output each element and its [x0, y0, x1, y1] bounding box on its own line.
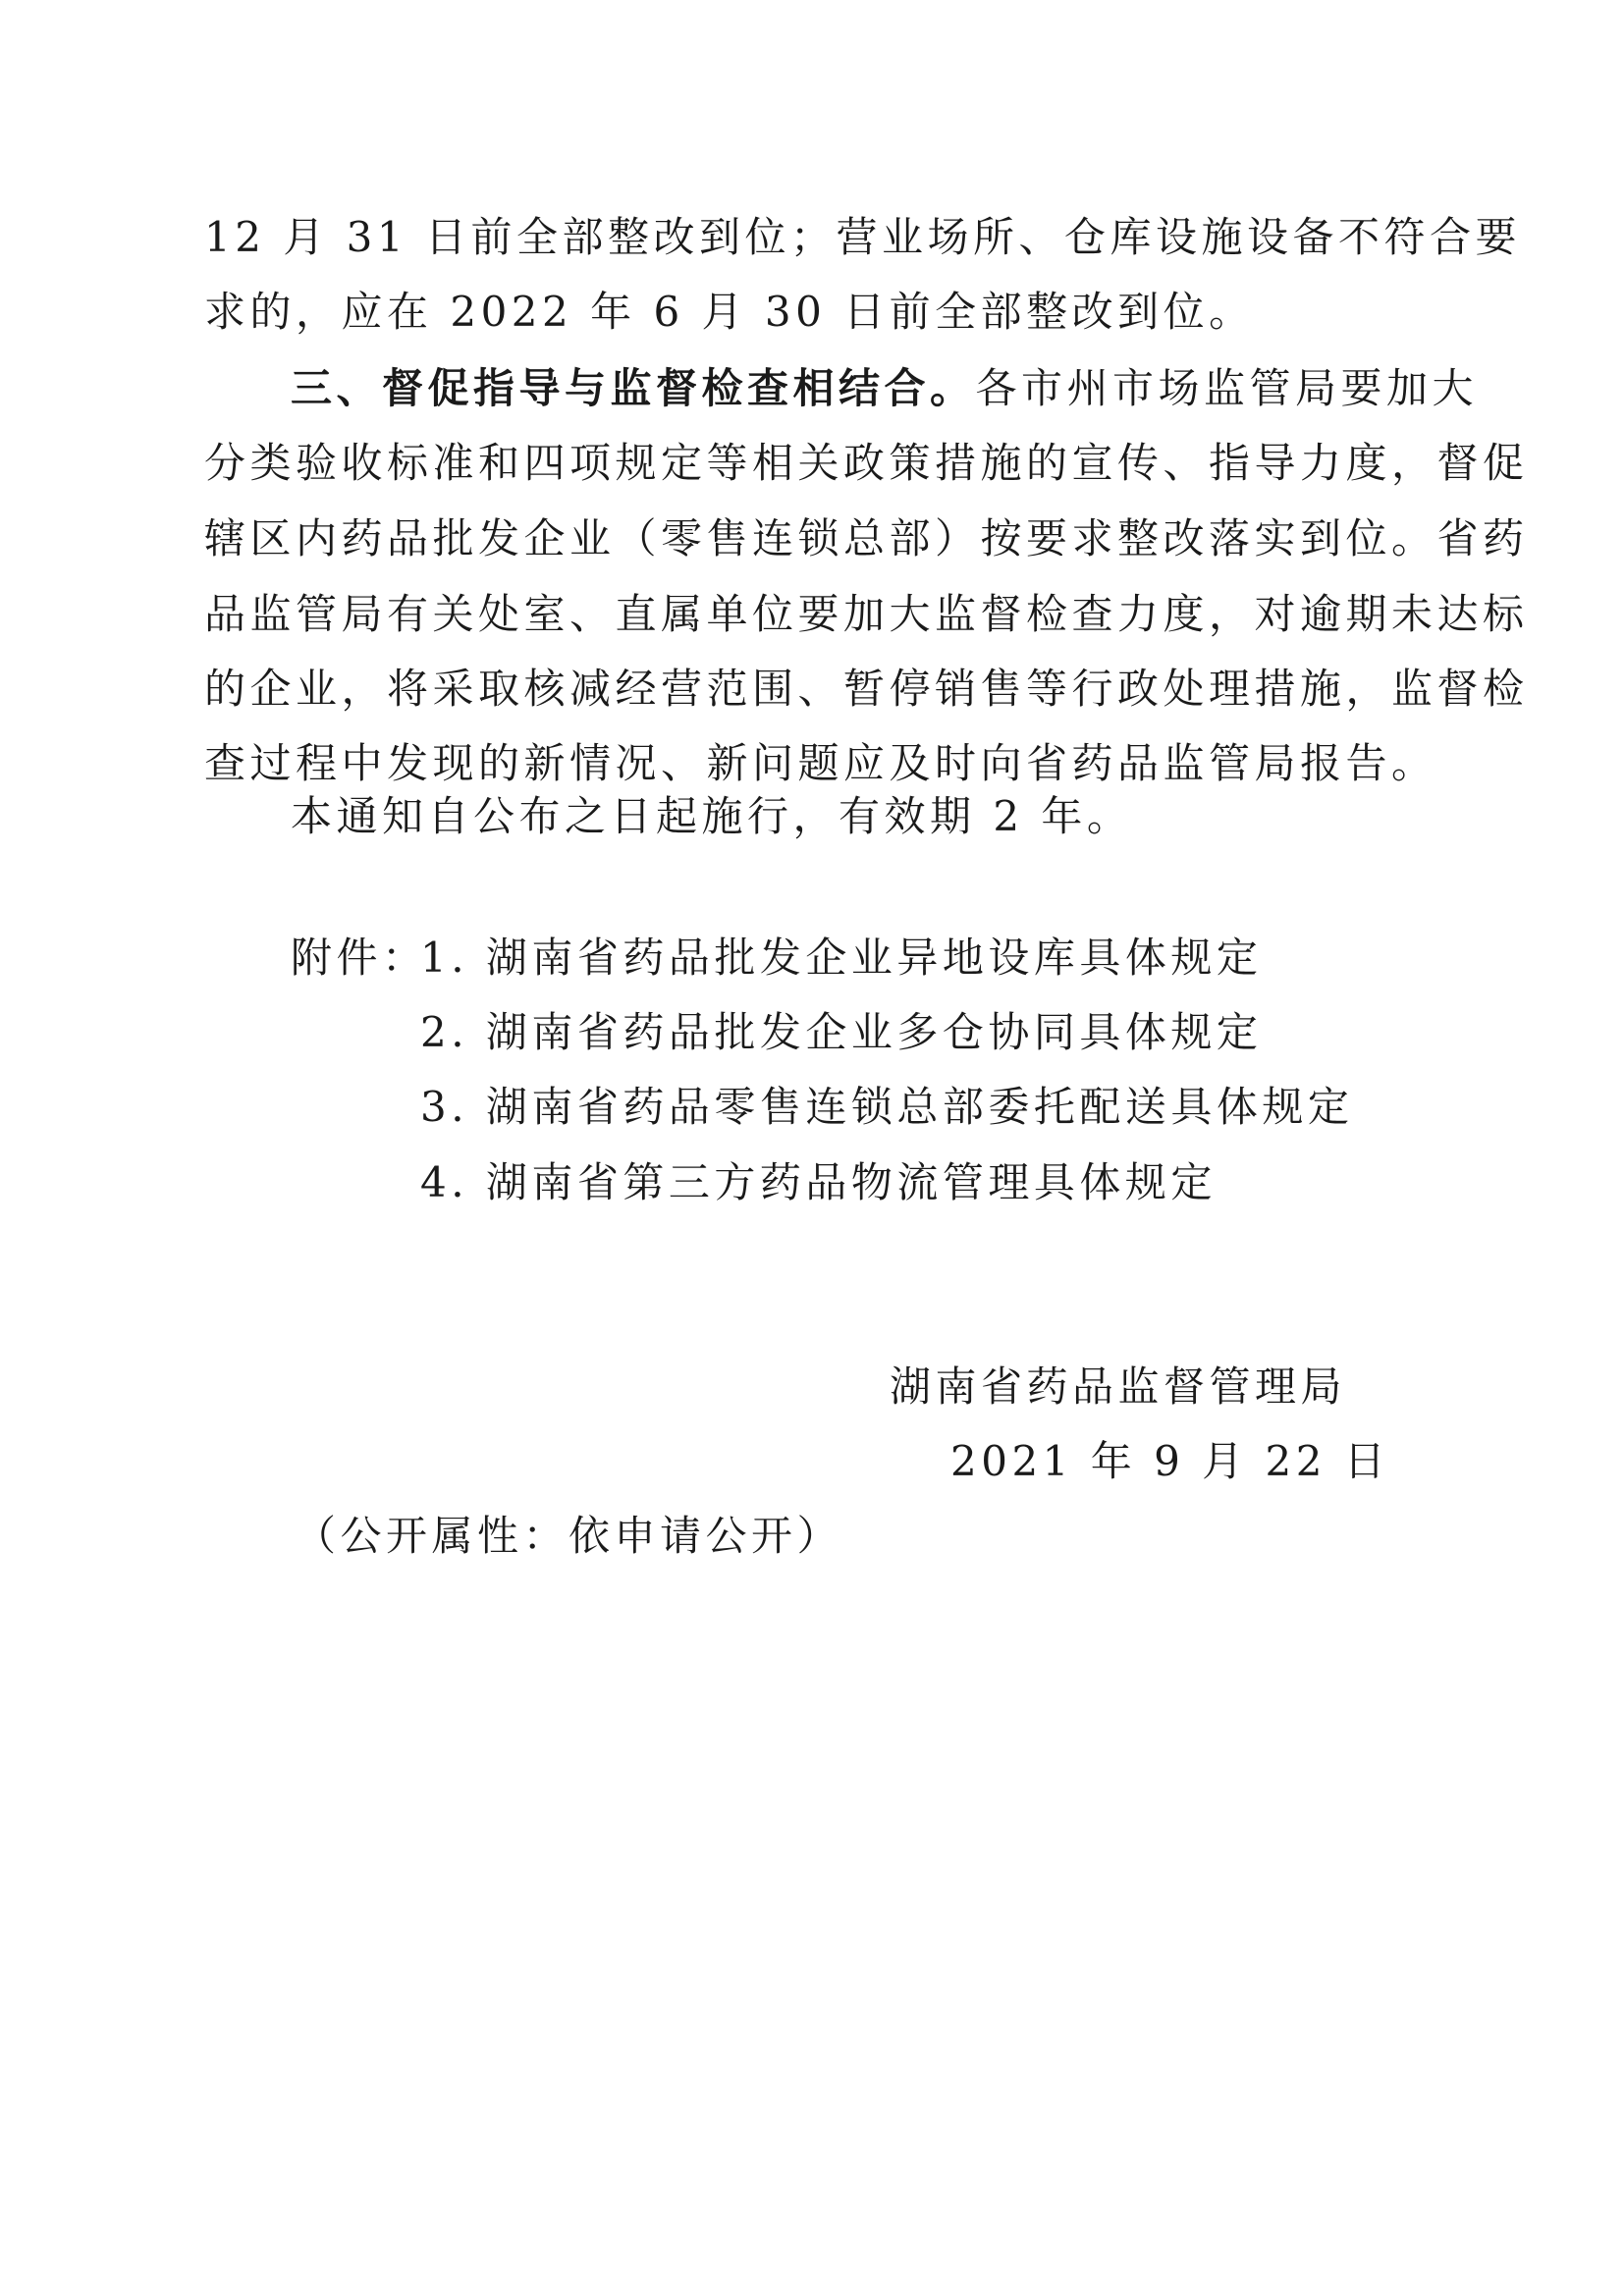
paragraph-line: 的企业，将采取核减经营范围、暂停销售等行政处理措施，监督检: [204, 665, 1529, 713]
attachment-item: 1. 湖南省药品批发企业异地设库具体规定: [420, 934, 1263, 982]
attachment-item: 3. 湖南省药品零售连锁总部委托配送具体规定: [420, 1083, 1354, 1131]
attachment-item: 4. 湖南省第三方药品物流管理具体规定: [420, 1158, 1217, 1206]
signature-org: 湖南省药品监督管理局: [890, 1362, 1347, 1411]
signature-date: 2021 年 9 月 22 日: [950, 1437, 1390, 1485]
paragraph-line: 品监管局有关处室、直属单位要加大监督检查力度，对逾期未达标: [204, 590, 1529, 638]
paragraph-line: 查过程中发现的新情况、新问题应及时向省药品监管局报告。: [204, 739, 1437, 787]
section-text: 各市州市场监管局要加大: [975, 364, 1479, 412]
paragraph-line: 求的，应在 2022 年 6 月 30 日前全部整改到位。: [204, 288, 1255, 336]
paragraph-line: 辖区内药品批发企业（零售连锁总部）按要求整改落实到位。省药: [204, 514, 1529, 562]
disclosure-note: （公开属性：依申请公开）: [295, 1512, 843, 1560]
section-first-line: [291, 364, 1479, 412]
section-heading: 三、督促指导与监督检查相结合。: [291, 364, 976, 412]
paragraph-line: 分类验收标准和四项规定等相关政策措施的宣传、指导力度，督促: [204, 439, 1529, 487]
effective-statement: 本通知自公布之日起施行，有效期 2 年。: [291, 792, 1133, 840]
attachment-item: 2. 湖南省药品批发企业多仓协同具体规定: [420, 1008, 1263, 1056]
attachments-label: 附件：: [291, 934, 428, 982]
paragraph-line: 12 月 31 日前全部整改到位；营业场所、仓库设施设备不符合要: [204, 213, 1521, 261]
